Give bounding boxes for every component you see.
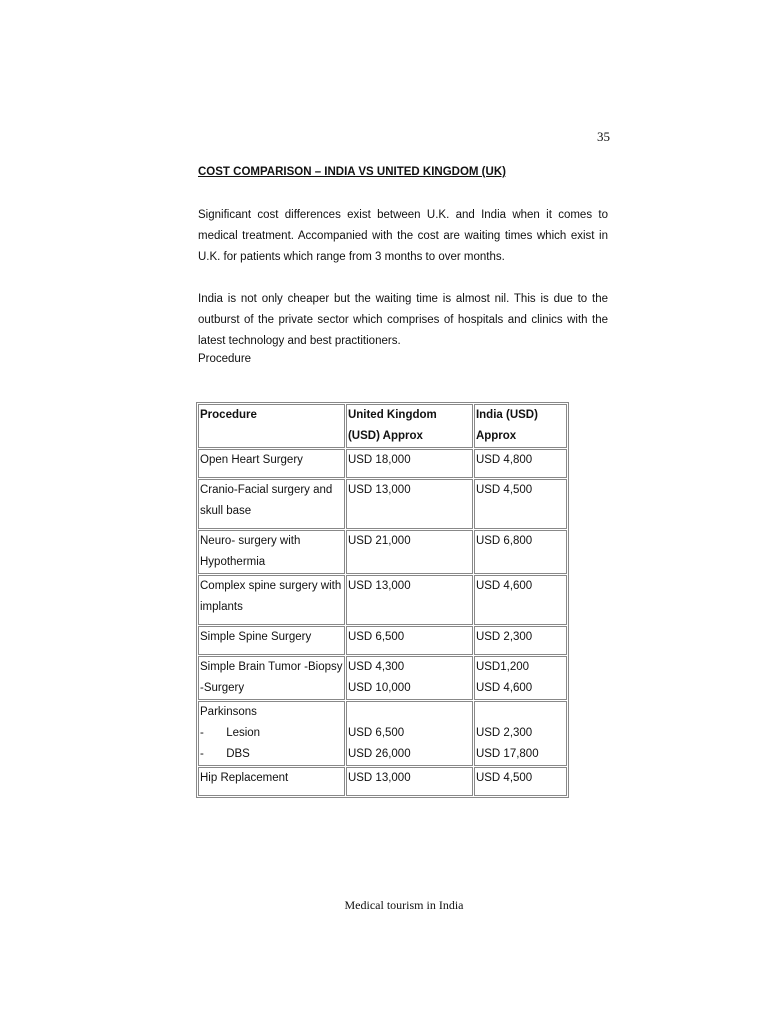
header-procedure: Procedure (198, 404, 345, 448)
uk-cost-line: USD 26,000 (347, 748, 411, 760)
procedure-line: Parkinsons (200, 706, 257, 718)
uk-cost-line: USD 10,000 (347, 682, 411, 694)
uk-cost-cell: USD 6,500 (346, 626, 473, 655)
india-cost-cell: USD 4,800 (474, 449, 567, 478)
uk-cost-line (348, 702, 471, 723)
procedure-line: - Lesion (200, 727, 261, 739)
table-row (198, 626, 567, 655)
table-row (198, 530, 567, 574)
procedure-line: - DBS (200, 748, 250, 760)
header-india: India (USD) Approx (474, 404, 567, 448)
india-cost-cell (474, 701, 567, 766)
uk-cost-cell: USD 13,000 (346, 479, 473, 529)
uk-cost-cell (346, 701, 473, 766)
procedure-cell: Hip Replacement (198, 767, 345, 796)
procedure-cell (198, 701, 345, 766)
procedure-cell: Cranio-Facial surgery and skull base (198, 479, 345, 529)
table-header-row (198, 404, 567, 448)
uk-cost-cell (346, 656, 473, 700)
cost-comparison-table (196, 402, 569, 798)
table-row (198, 701, 567, 766)
india-cost-cell: USD 4,600 (474, 575, 567, 625)
uk-cost-cell: USD 13,000 (346, 575, 473, 625)
procedure-cell: Neuro- surgery with Hypothermia (198, 530, 345, 574)
india-cost-line: USD1,200 (475, 661, 530, 673)
india-cost-line: USD 4,600 (475, 682, 533, 694)
procedure-cell: Open Heart Surgery (198, 449, 345, 478)
uk-cost-line: USD 6,500 (347, 727, 405, 739)
table-row (198, 767, 567, 796)
uk-cost-cell: USD 13,000 (346, 767, 473, 796)
procedure-line: -Surgery (200, 682, 245, 694)
india-cost-cell: USD 4,500 (474, 479, 567, 529)
india-cost-cell: USD 4,500 (474, 767, 567, 796)
india-cost-cell: USD 2,300 (474, 626, 567, 655)
uk-cost-cell: USD 21,000 (346, 530, 473, 574)
india-cost-line (476, 702, 565, 723)
procedure-line: Simple Brain Tumor -Biopsy (200, 661, 343, 673)
header-uk: United Kingdom (USD) Approx (346, 404, 473, 448)
paragraph-waiting-time: India is not only cheaper but the waiting time is almost nil. This is due to the outburst of the private sector which comprises of hospitals and clinics with the latest technology and best practitioners. (198, 293, 608, 347)
table-row (198, 656, 567, 700)
table-row (198, 575, 567, 625)
procedure-cell (198, 656, 345, 700)
paragraph-cost-differences: Significant cost differences exist between U.K. and India when it comes to medical treatment. Accompanied with the cost are waiting times which exist in U.K. for patients which range from 3 months to over months. (198, 209, 608, 263)
india-cost-cell: USD 6,800 (474, 530, 567, 574)
procedure-cell: Simple Spine Surgery (198, 626, 345, 655)
india-cost-line: USD 17,800 (475, 748, 539, 760)
section-heading: COST COMPARISON – INDIA VS UNITED KINGDOM (UK) (198, 166, 506, 178)
india-cost-line: USD 2,300 (475, 727, 533, 739)
uk-cost-line: USD 4,300 (347, 661, 405, 673)
footer-title: Medical tourism in India (344, 898, 464, 912)
table-row (198, 449, 567, 478)
procedure-label: Procedure (198, 353, 252, 365)
table-row (198, 479, 567, 529)
india-cost-cell (474, 656, 567, 700)
page-number: 35 (597, 129, 610, 144)
procedure-cell: Complex spine surgery with implants (198, 575, 345, 625)
uk-cost-cell: USD 18,000 (346, 449, 473, 478)
